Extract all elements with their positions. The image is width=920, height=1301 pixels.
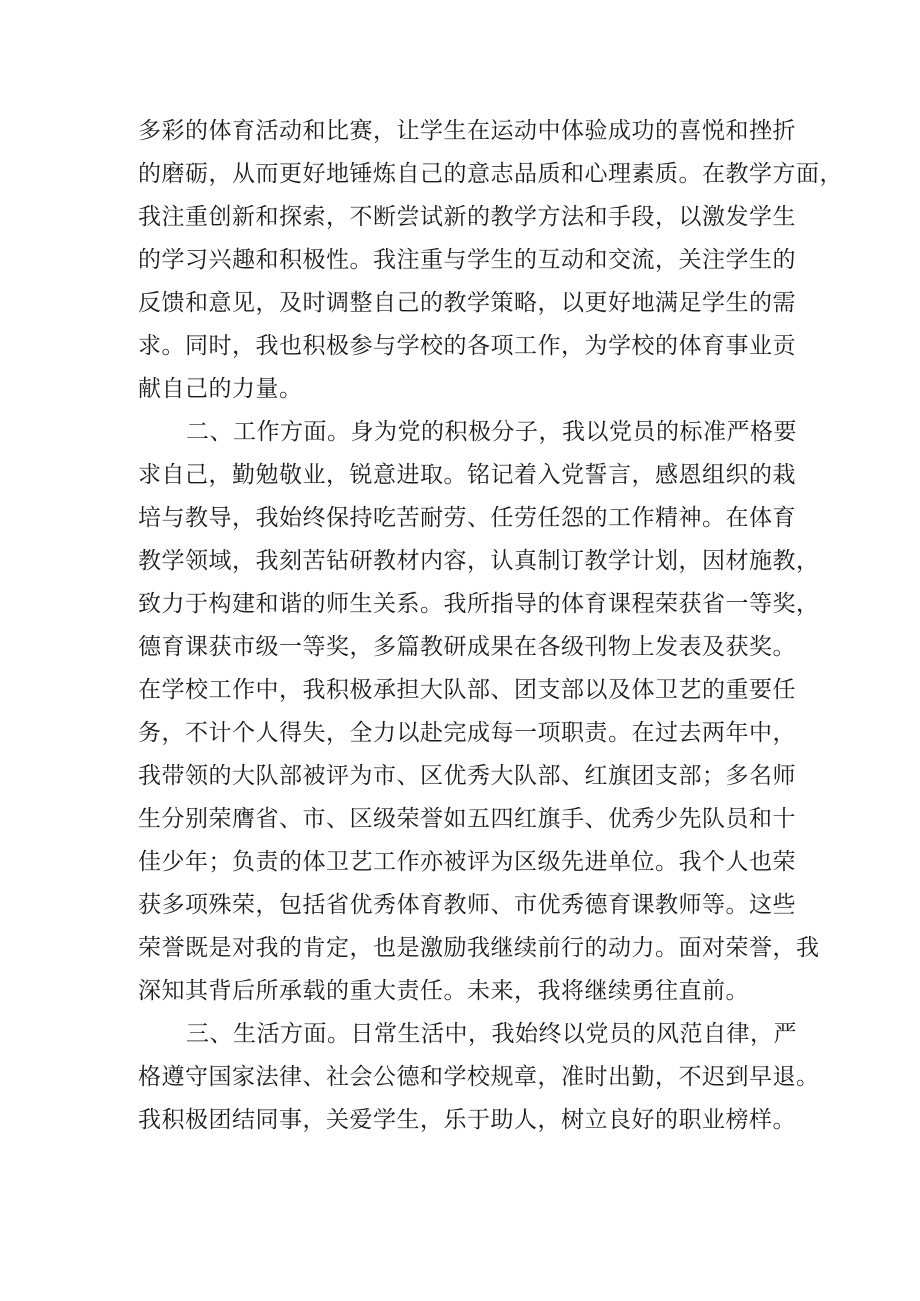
text-line: 多彩的体育活动和比赛，让学生在运动中体验成功的喜悦和挫折: [138, 118, 796, 144]
paragraph-teaching-continuation: [138, 110, 843, 411]
text-line: 务，不计个人得失，全力以赴完成每一项职责。在过去两年中，: [138, 720, 796, 746]
text-line: 获多项殊荣，包括省优秀体育教师、市优秀德育课教师等。这些: [138, 892, 796, 918]
body-text: [138, 110, 843, 1142]
text-line: 佳少年；负责的体卫艺工作亦被评为区级先进单位。我个人也荣: [138, 849, 796, 875]
section-heading-line: 三、生活方面。日常生活中，我始终以党员的风范自律，严: [186, 1021, 797, 1047]
text-line: 教学领域，我刻苦钻研教材内容，认真制订教学计划，因材施教，: [138, 548, 820, 574]
text-line: 荣誉既是对我的肯定，也是激励我继续前行的动力。面对荣誉，我: [138, 935, 820, 961]
text-line: 的学习兴趣和积极性。我注重与学生的互动和交流，关注学生的: [138, 247, 796, 273]
text-line: 反馈和意见，及时调整自己的教学策略，以更好地满足学生的需: [138, 290, 796, 316]
text-line: 求自己，勤勉敬业，锐意进取。铭记着入党誓言，感恩组织的栽: [138, 462, 796, 488]
text-line: 在学校工作中，我积极承担大队部、团支部以及体卫艺的重要任: [138, 677, 796, 703]
text-line: 我积极团结同事，关爱学生，乐于助人，树立良好的职业榜样。: [138, 1107, 796, 1133]
text-line: 培与教导，我始终保持吃苦耐劳、任劳任怨的工作精神。在体育: [138, 505, 796, 531]
text-line: 生分别荣膺省、市、区级荣誉如五四红旗手、优秀少先队员和十: [138, 806, 796, 832]
text-line: 德育课获市级一等奖，多篇教研成果在各级刊物上发表及获奖。: [138, 634, 796, 660]
section-heading-line: 二、工作方面。身为党的积极分子，我以党员的标准严格要: [186, 419, 797, 445]
text-line: 求。同时，我也积极参与学校的各项工作，为学校的体育事业贡: [138, 333, 796, 359]
paragraph-work: [138, 411, 820, 1013]
text-line: 我注重创新和探索，不断尝试新的教学方法和手段，以激发学生: [138, 204, 796, 230]
text-line: 献自己的力量。: [138, 376, 303, 402]
paragraph-life: [138, 1013, 820, 1142]
text-line: 我带领的大队部被评为市、区优秀大队部、红旗团支部；多名师: [138, 763, 796, 789]
text-line: 的磨砺，从而更好地锤炼自己的意志品质和心理素质。在教学方面，: [138, 161, 843, 187]
text-line: 致力于构建和谐的师生关系。我所指导的体育课程荣获省一等奖，: [138, 591, 820, 617]
text-line: 格遵守国家法律、社会公德和学校规章，准时出勤，不迟到早退。: [138, 1064, 820, 1090]
text-line: 深知其背后所承载的重大责任。未来，我将继续勇往直前。: [138, 978, 749, 1004]
